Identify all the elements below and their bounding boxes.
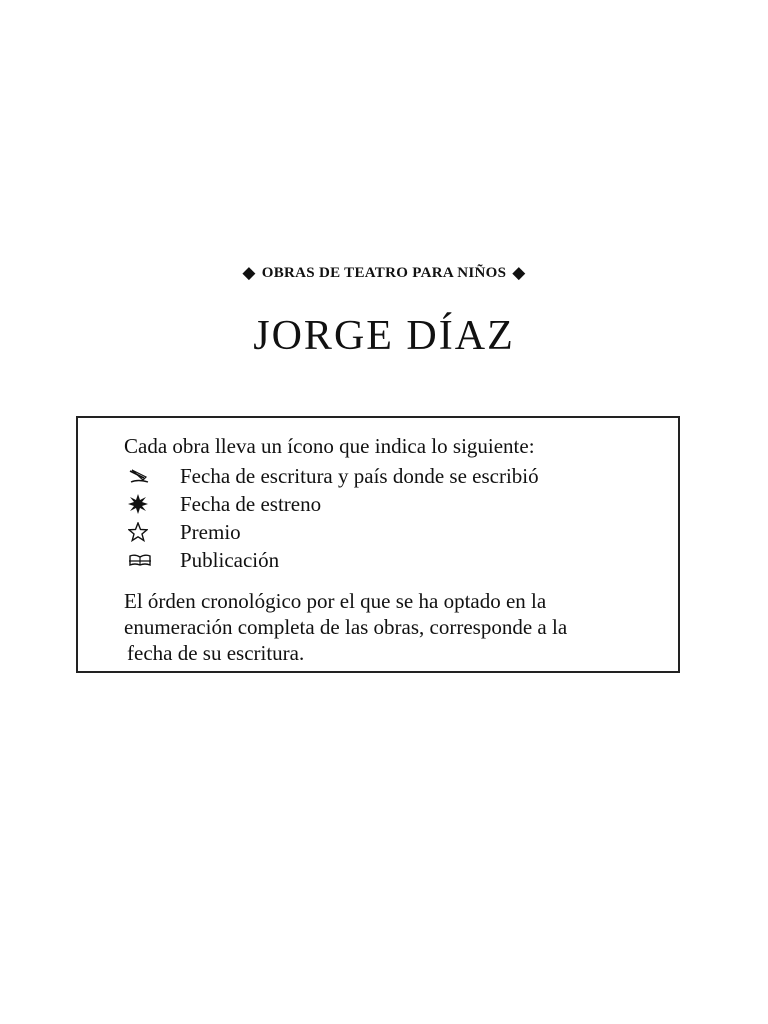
open-book-icon [124, 553, 180, 567]
legend-label-writing: Fecha de escritura y país donde se escribió [180, 463, 539, 488]
legend-item-premiere [124, 490, 539, 518]
author-name: JORGE DÍAZ [253, 313, 515, 359]
legend-intro: Cada obra lleva un ícono que indica lo siguiente: [124, 434, 535, 458]
diamond-right-icon: ◆ [512, 263, 526, 282]
legend-label-premiere: Fecha de estreno [180, 491, 322, 516]
pen-writing-icon [124, 468, 180, 484]
series-title-text: OBRAS DE TEATRO PARA NIÑOS [261, 265, 507, 281]
series-title [0, 263, 768, 283]
legend-label-award: Premio [180, 519, 241, 544]
legend-item-writing [124, 462, 539, 490]
icon-legend-box [76, 416, 680, 673]
note-line: enumeración completa de las obras, corresponde a la [124, 615, 568, 639]
chronology-note [124, 588, 664, 666]
legend-item-publication [124, 546, 539, 574]
legend-label-publication: Publicación [180, 547, 280, 572]
burst-star-icon [124, 494, 180, 514]
legend-list [124, 462, 539, 574]
note-line: El órden cronológico por el que se ha optado en la [124, 589, 547, 613]
note-line: fecha de su escritura. [127, 641, 305, 665]
legend-item-award [124, 518, 539, 546]
outline-star-icon [124, 522, 180, 542]
diamond-left-icon: ◆ [242, 263, 256, 282]
